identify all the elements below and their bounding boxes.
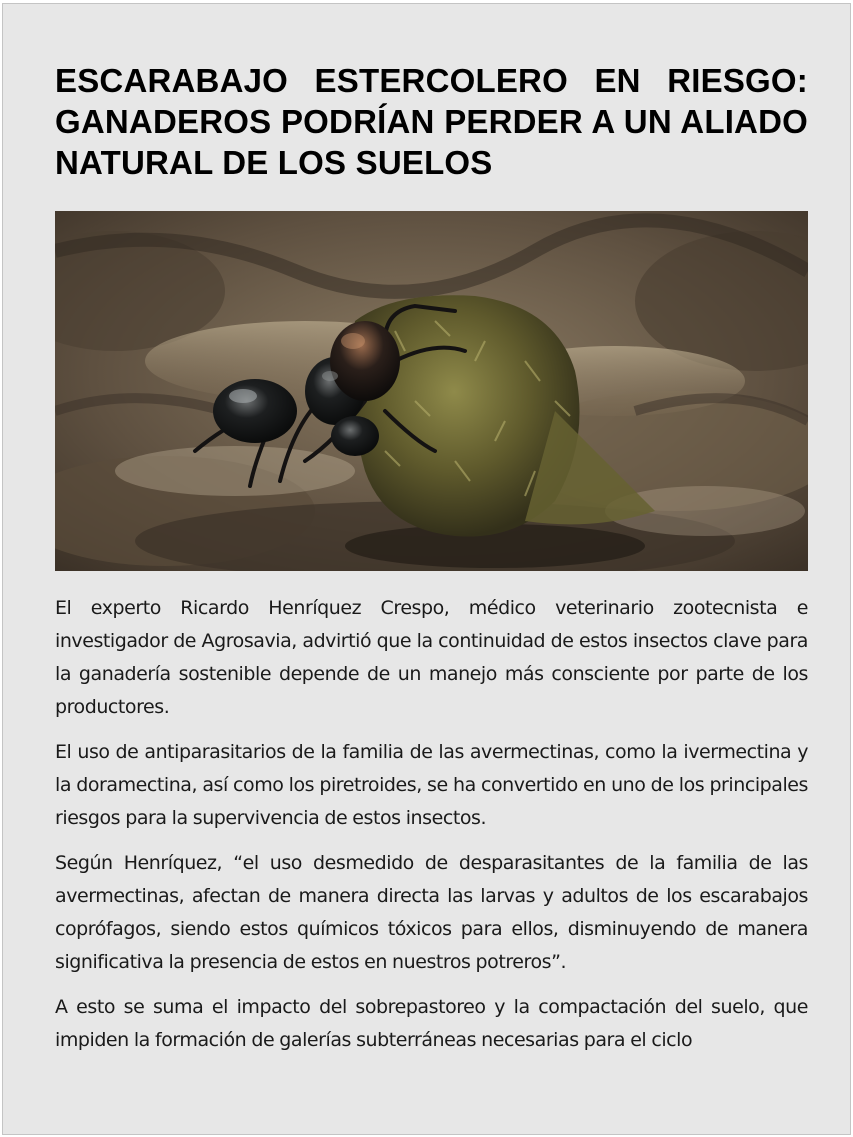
dung-beetle-photo (55, 211, 808, 571)
article-body (55, 592, 808, 1069)
paragraph: El uso de antiparasitarios de la familia de las avermectinas, como la ivermectina y la doramectina, así como los piretroides, se ha convertido en uno de los principales riesgos para la supervivencia de estos insectos. (55, 741, 808, 829)
paragraph: A esto se suma el impacto del sobrepastoreo y la compactación del suelo, que impiden la formación de galerías subterráneas necesarias para el ciclo (55, 996, 808, 1051)
paragraph: Según Henríquez, “el uso desmedido de desparasitantes de la familia de las avermectinas, afectan de manera directa las larvas y adultos de los escarabajos coprófagos, siendo estos químicos tóxicos para ellos, disminuyendo de manera significativa la presencia de estos en nuestros potreros”. (55, 852, 808, 973)
paragraph: El experto Ricardo Henríquez Crespo, médico veterinario zootecnista e investigador de Agrosavia, advirtió que la continuidad de estos insectos clave para la ganadería sostenible depende de un manejo más consciente por parte de los productores. (55, 597, 808, 718)
article-title: ESCARABAJO ESTERCOLERO EN RIESGO: GANADEROS PODRÍAN PERDER A UN ALIADO NATURAL DE LOS SUELOS (55, 62, 808, 181)
article-page (2, 3, 851, 1135)
